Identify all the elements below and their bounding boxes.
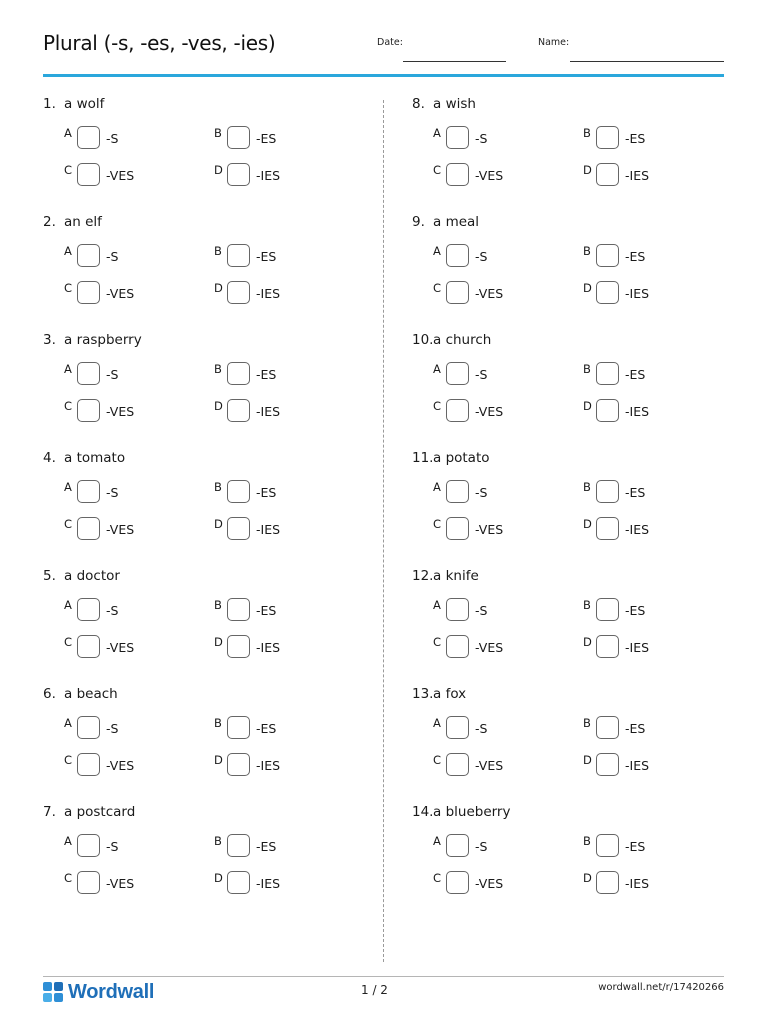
question-8 [412,96,732,214]
question-4 [43,450,363,568]
question-word: a church [433,332,492,348]
option-letter: C [433,399,442,413]
questions-column-left [43,96,363,922]
option-letter: C [433,753,442,767]
option-d[interactable] [214,517,354,543]
option-letter: A [64,480,72,494]
option-letter: C [64,281,73,295]
checkbox[interactable] [446,244,469,267]
checkbox[interactable] [227,517,250,540]
checkbox[interactable] [227,871,250,894]
option-ending: -VES [475,876,504,891]
questions-column-right [412,96,732,922]
option-b[interactable] [214,126,354,152]
checkbox[interactable] [596,399,619,422]
checkbox[interactable] [446,480,469,503]
question-number: 1. [43,96,56,112]
option-ending: -IES [256,404,281,419]
option-d[interactable] [214,399,354,425]
option-ending: -S [106,839,119,854]
page-number: 1 / 2 [361,983,388,997]
option-a[interactable] [64,834,204,860]
option-a[interactable] [64,244,204,270]
option-letter: D [583,399,592,413]
question-number: 7. [43,804,56,820]
checkbox[interactable] [227,598,250,621]
option-b[interactable] [583,362,723,388]
option-c[interactable] [64,517,204,543]
option-letter: B [214,598,222,612]
option-b[interactable] [583,716,723,742]
option-letter: B [214,126,222,140]
option-d[interactable] [214,871,354,897]
option-ending: -IES [256,286,281,301]
option-ending: -S [106,603,119,618]
checkbox[interactable] [227,716,250,739]
option-ending: -S [475,249,488,264]
option-a[interactable] [433,362,573,388]
option-a[interactable] [64,126,204,152]
option-ending: -S [106,721,119,736]
page-title: Plural (-s, -es, -ves, -ies) [43,31,276,55]
option-ending: -ES [256,367,277,382]
option-letter: A [433,480,441,494]
option-letter: B [583,126,591,140]
option-ending: -ES [625,485,646,500]
checkbox[interactable] [77,399,100,422]
checkbox[interactable] [227,163,250,186]
option-letter: C [433,517,442,531]
checkbox[interactable] [77,362,100,385]
checkbox[interactable] [77,244,100,267]
option-b[interactable] [214,716,354,742]
option-ending: -IES [256,758,281,773]
checkbox[interactable] [596,244,619,267]
checkbox[interactable] [227,635,250,658]
option-b[interactable] [583,480,723,506]
option-ending: -S [475,485,488,500]
option-ending: -VES [106,758,135,773]
option-c[interactable] [64,163,204,189]
option-b[interactable] [583,244,723,270]
option-d[interactable] [214,163,354,189]
option-c[interactable] [433,635,573,661]
name-label: Name: [538,37,570,48]
option-c[interactable] [64,871,204,897]
option-ending: -VES [106,640,135,655]
option-a[interactable] [433,716,573,742]
option-a[interactable] [64,480,204,506]
option-letter: C [64,635,73,649]
option-d[interactable] [214,281,354,307]
option-ending: -ES [625,131,646,146]
option-ending: -S [475,603,488,618]
wordwall-logo-icon [43,982,63,1002]
checkbox[interactable] [446,598,469,621]
question-number: 13. [412,686,434,702]
option-ending: -VES [106,876,135,891]
checkbox[interactable] [446,163,469,186]
question-word: a blueberry [433,804,511,820]
date-field[interactable] [403,61,506,62]
option-letter: D [583,517,592,531]
option-ending: -S [106,485,119,500]
option-b[interactable] [214,834,354,860]
option-ending: -S [106,367,119,382]
option-ending: -S [475,367,488,382]
option-letter: B [214,716,222,730]
worksheet-header [43,0,724,78]
option-letter: A [64,126,72,140]
checkbox[interactable] [227,244,250,267]
option-b[interactable] [214,598,354,624]
checkbox[interactable] [77,635,100,658]
option-letter: B [214,244,222,258]
checkbox[interactable] [227,126,250,149]
source-url: wordwall.net/r/17420266 [598,982,724,993]
checkbox[interactable] [227,834,250,857]
option-letter: A [433,362,441,376]
option-letter: A [433,598,441,612]
question-13 [412,686,732,804]
question-12 [412,568,732,686]
option-letter: C [433,163,442,177]
option-letter: C [433,281,442,295]
option-letter: A [64,244,72,258]
option-ending: -ES [256,131,277,146]
checkbox[interactable] [596,480,619,503]
checkbox[interactable] [77,163,100,186]
checkbox[interactable] [446,517,469,540]
option-c[interactable] [64,399,204,425]
question-number: 11. [412,450,434,466]
checkbox[interactable] [596,517,619,540]
option-letter: D [583,753,592,767]
option-b[interactable] [214,244,354,270]
option-letter: C [64,399,73,413]
option-a[interactable] [64,362,204,388]
question-number: 12. [412,568,434,584]
option-ending: -VES [106,168,135,183]
question-word: a potato [433,450,490,466]
option-letter: C [64,517,73,531]
option-b[interactable] [583,126,723,152]
option-a[interactable] [64,598,204,624]
option-ending: -ES [625,603,646,618]
option-d[interactable] [583,635,723,661]
option-ending: -VES [475,404,504,419]
option-ending: -S [475,131,488,146]
option-letter: D [214,163,223,177]
option-letter: D [214,517,223,531]
question-word: a beach [64,686,118,702]
option-letter: D [214,635,223,649]
option-b[interactable] [214,480,354,506]
checkbox[interactable] [77,281,100,304]
option-ending: -S [475,721,488,736]
date-label: Date: [377,37,403,48]
checkbox[interactable] [596,362,619,385]
option-b[interactable] [583,598,723,624]
option-c[interactable] [64,281,204,307]
checkbox[interactable] [446,716,469,739]
checkbox[interactable] [446,362,469,385]
option-ending: -IES [625,286,650,301]
question-word: a wish [433,96,476,112]
header-rule [43,74,724,77]
option-letter: B [583,716,591,730]
question-14 [412,804,732,922]
question-word: a raspberry [64,332,142,348]
option-ending: -IES [625,640,650,655]
question-word: a knife [433,568,479,584]
option-ending: -IES [256,522,281,537]
option-d[interactable] [583,399,723,425]
question-11 [412,450,732,568]
checkbox[interactable] [227,281,250,304]
checkbox[interactable] [77,126,100,149]
option-letter: C [433,635,442,649]
option-letter: B [583,598,591,612]
question-word: a fox [433,686,467,702]
name-field[interactable] [570,61,724,62]
option-letter: A [64,834,72,848]
checkbox[interactable] [446,753,469,776]
option-a[interactable] [433,480,573,506]
question-number: 2. [43,214,56,230]
question-number: 8. [412,96,425,112]
option-c[interactable] [433,753,573,779]
option-ending: -VES [475,168,504,183]
option-letter: D [214,871,223,885]
checkbox[interactable] [227,480,250,503]
checkbox[interactable] [446,126,469,149]
question-word: a postcard [64,804,136,820]
option-letter: A [433,716,441,730]
question-word: a doctor [64,568,120,584]
option-c[interactable] [433,871,573,897]
option-ending: -IES [256,640,281,655]
question-number: 9. [412,214,425,230]
question-number: 3. [43,332,56,348]
option-ending: -IES [625,168,650,183]
option-letter: C [64,871,73,885]
option-letter: D [583,635,592,649]
option-letter: A [64,716,72,730]
option-a[interactable] [433,244,573,270]
option-letter: B [214,362,222,376]
option-ending: -ES [625,249,646,264]
option-letter: C [64,753,73,767]
checkbox[interactable] [596,834,619,857]
option-ending: -ES [625,721,646,736]
option-letter: C [64,163,73,177]
checkbox[interactable] [227,753,250,776]
checkbox[interactable] [596,716,619,739]
option-ending: -ES [256,485,277,500]
option-ending: -VES [475,758,504,773]
option-b[interactable] [214,362,354,388]
option-ending: -VES [475,640,504,655]
option-ending: -S [475,839,488,854]
option-c[interactable] [64,635,204,661]
option-letter: A [64,362,72,376]
option-ending: -IES [625,404,650,419]
option-letter: D [214,753,223,767]
option-letter: A [433,126,441,140]
option-ending: -S [106,131,119,146]
option-ending: -VES [106,286,135,301]
option-d[interactable] [583,871,723,897]
option-ending: -VES [475,286,504,301]
option-letter: B [583,834,591,848]
checkbox[interactable] [227,362,250,385]
option-ending: -ES [256,249,277,264]
option-d[interactable] [583,753,723,779]
checkbox[interactable] [77,834,100,857]
option-ending: -ES [256,721,277,736]
column-divider [383,100,384,962]
question-word: an elf [64,214,102,230]
option-c[interactable] [433,281,573,307]
checkbox[interactable] [446,635,469,658]
option-ending: -IES [625,876,650,891]
question-3 [43,332,363,450]
option-b[interactable] [583,834,723,860]
checkbox[interactable] [596,126,619,149]
option-ending: -ES [625,839,646,854]
question-6 [43,686,363,804]
question-1 [43,96,363,214]
option-letter: D [583,871,592,885]
option-c[interactable] [64,753,204,779]
option-a[interactable] [433,126,573,152]
option-letter: D [583,163,592,177]
option-ending: -S [106,249,119,264]
option-ending: -ES [625,367,646,382]
option-ending: -VES [106,522,135,537]
checkbox[interactable] [596,871,619,894]
question-9 [412,214,732,332]
option-d[interactable] [583,517,723,543]
option-ending: -VES [106,404,135,419]
option-a[interactable] [64,716,204,742]
question-2 [43,214,363,332]
option-c[interactable] [433,399,573,425]
option-letter: D [583,281,592,295]
checkbox[interactable] [596,598,619,621]
option-letter: D [214,281,223,295]
option-letter: B [214,834,222,848]
option-ending: -IES [256,168,281,183]
question-number: 6. [43,686,56,702]
option-d[interactable] [214,753,354,779]
footer-rule [43,976,724,977]
option-ending: -VES [475,522,504,537]
checkbox[interactable] [77,716,100,739]
option-a[interactable] [433,834,573,860]
checkbox[interactable] [77,517,100,540]
checkbox[interactable] [596,635,619,658]
question-word: a meal [433,214,480,230]
option-letter: B [583,362,591,376]
option-ending: -IES [625,758,650,773]
option-d[interactable] [583,163,723,189]
option-d[interactable] [583,281,723,307]
option-ending: -IES [625,522,650,537]
question-number: 14. [412,804,434,820]
question-word: a wolf [64,96,105,112]
option-ending: -ES [256,839,277,854]
checkbox[interactable] [446,871,469,894]
checkbox[interactable] [446,281,469,304]
checkbox[interactable] [77,480,100,503]
question-7 [43,804,363,922]
question-word: a tomato [64,450,126,466]
option-letter: A [64,598,72,612]
checkbox[interactable] [77,598,100,621]
question-number: 10. [412,332,434,348]
checkbox[interactable] [596,281,619,304]
option-ending: -IES [256,876,281,891]
option-d[interactable] [214,635,354,661]
checkbox[interactable] [227,399,250,422]
option-letter: B [214,480,222,494]
question-5 [43,568,363,686]
option-c[interactable] [433,163,573,189]
option-letter: B [583,244,591,258]
option-letter: B [583,480,591,494]
wordwall-logo [43,981,154,1003]
question-number: 5. [43,568,56,584]
option-letter: A [433,244,441,258]
question-number: 4. [43,450,56,466]
logo-text: Wordwall [68,980,155,1003]
option-ending: -ES [256,603,277,618]
option-c[interactable] [433,517,573,543]
checkbox[interactable] [77,753,100,776]
option-letter: C [433,871,442,885]
question-10 [412,332,732,450]
option-letter: A [433,834,441,848]
checkbox[interactable] [446,399,469,422]
option-letter: D [214,399,223,413]
checkbox[interactable] [446,834,469,857]
option-a[interactable] [433,598,573,624]
checkbox[interactable] [77,871,100,894]
checkbox[interactable] [596,163,619,186]
checkbox[interactable] [596,753,619,776]
